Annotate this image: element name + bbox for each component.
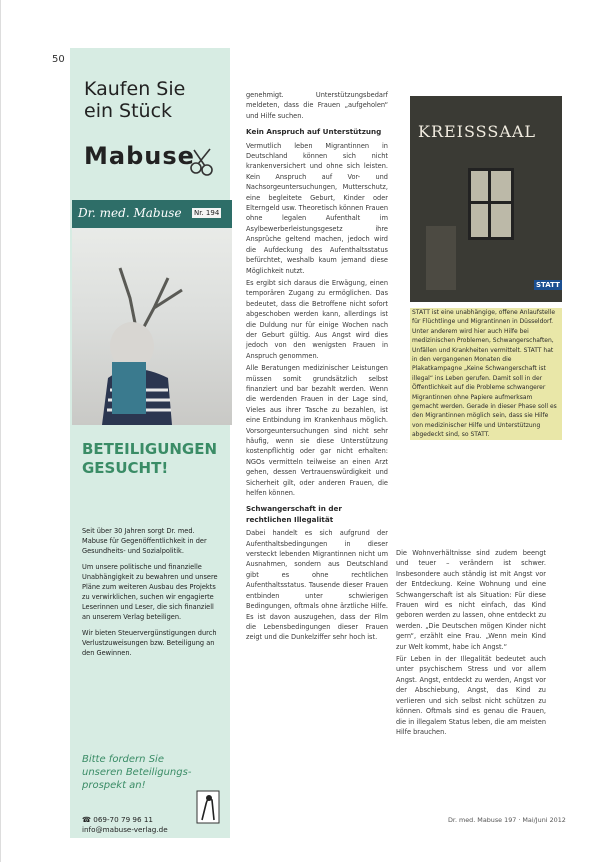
article-column-1 [246, 90, 388, 645]
headline-line-1: Kaufen Sie [84, 78, 186, 100]
poster-door [426, 226, 456, 290]
article-paragraph: Dabei handelt es sich aufgrund der Aufenthaltsbedingungen in dieser versteckt lebenden Migrantinnen nicht um Ausnahmen, sondern aus Deutschland gibt es ohne rechtlichen Aufenthaltsstatus. Tausende dieser Frauen entbinden unter schwierigen Bedingungen, oftmals ohne ärztliche Hilfe. Es ist davon auszugehen, dass der Film die Lebensbedingungen dieser Frauen zeigt und die Dunkelziffer sehr hoch ist. [246, 529, 388, 642]
photo-caption [410, 308, 562, 440]
magazine-photo [72, 228, 232, 425]
cta-line-1: Bitte fordern Sie [82, 754, 164, 765]
article-subheading: Kein Anspruch auf Unterstützung [246, 127, 382, 137]
article-paragraph: genehmigt. Unterstützungsbedarf meldeten, dass die Frauen „aufgeholen“ und Hilfe suchen. [246, 91, 388, 120]
sidebar-heading [82, 440, 217, 478]
magazine-inset [112, 362, 146, 414]
magazine-issue: Nr. 194 [194, 209, 220, 217]
page-footer: Dr. med. Mabuse 197 · Mai/Juni 2012 [448, 816, 566, 824]
article-paragraph: Es ergibt sich daraus die Erwägung, einen temporären Zugang zu ermöglichen. Das bedeutet, dass die Betroffene nicht sofort abgeschoben werden kann, allerdings ist die Duldung nur für einige Wochen nach der Geburt gültig. Aus Angst wird dies jedoch von den wenigsten Frauen in Anspruch genommen. [246, 278, 388, 360]
poster-window [468, 168, 514, 240]
headline-line-2: ein Stück [84, 100, 173, 122]
sidebar-call-to-action [82, 753, 191, 792]
sidebar-text [82, 526, 222, 664]
brand-wordmark: Mabuse [84, 142, 195, 170]
email-address[interactable]: info@mabuse-verlag.de [82, 825, 168, 834]
sidebar-paragraph: Wir bieten Steuervergünstigungen durch Verlustzuweisungen bzw. Beteiligung an den Gewinnen. [82, 629, 217, 657]
contact-block [82, 815, 168, 835]
tree-and-person-illustration [72, 228, 232, 425]
article-column-2 [396, 548, 546, 739]
article-paragraph: Für Leben in der Illegalität bedeutet auch unter psychischem Stress und vor allem Angst. Angst, entdeckt zu werden, Angst vor der Abschiebung, Angst, das Kind zu verlieren und sich selbst nicht schützen zu können. Oftmals sind es genau die Frauen, die in illegalem Status leben, die am meisten Hilfe brauchen. [396, 655, 546, 736]
publisher-logo-icon [196, 790, 220, 824]
poster-logo: STATT [536, 281, 560, 289]
page-number: 50 [52, 54, 65, 65]
sidebar-paragraph: Seit über 30 Jahren sorgt Dr. med. Mabuse für Gegenöffentlichkeit in der Gesundheits- und Sozialpolitik. [82, 527, 207, 555]
sidebar-paragraph: Um unsere politische und finanzielle Unabhängigkeit zu bewahren und unsere Pläne zum weiteren Ausbau des Projekts zu verwirklichen, suchen wir engagierte Leserinnen und Leser, die sich finanziell an unserem Verlag beteiligen. [82, 563, 218, 621]
film-poster-photo [410, 96, 562, 302]
poster-title: KREISSSAAL [418, 122, 537, 141]
article-paragraph: Alle Beratungen medizinischer Leistungen müssen somit grundsätzlich selbst finanziert und bar bezahlt werden. Wenn die werdenden Frauen in der Lage sind, Vieles aus ihrer Tasche zu bezahlen, ist eine Entbindung im Krankenhaus möglich. Vorsorgeuntersuchungen sind nicht sehr häufig, wenn sie diese Unterstützung kostenpflichtig oder gar nicht erhalten: NGOs vermitteln teilweise an einen Arzt gehen, dessen Vertrauenswürdigkeit und Sicherheit gilt, oder anderen Frauen, die helfen können. [246, 364, 388, 498]
sidebar-headline [84, 78, 185, 122]
scissors-icon [188, 146, 216, 176]
phone-value: 069-70 79 96 11 [93, 815, 153, 824]
caption-text: STATT ist eine unabhängige, offene Anlaufstelle für Flüchtlinge und Migrantinnen in Düsseldorf. Unter anderem wird hier auch Hilfe bei medizinischen Problemen, Schwangerschaften, Unfällen und Krankheiten vermittelt. STATT hat in den vergangenen Monaten die Plakatkampagne „Keine Schwangerschaft ist illegal“ ins Leben gerufen. Damit soll in der Öffentlichkeit auf die Probleme schwangerer Migrantinnen ohne Papiere aufmerksam gemacht werden. Gerade in dieser Phase soll es den Migrantinnen möglich sein, dass sie Hilfe von medizinischer Hilfe und Unterstützung abgedeckt sind, so STATT. [412, 309, 557, 439]
heading-line-1: BETEILIGUNGEN [82, 440, 218, 458]
article-paragraph: Vermutlich leben Migrantinnen in Deutschland können sich nicht krankenversichert und ohne sich leisten. Kein Anspruch auf Vor- und Nachsorgeuntersuchungen, Mutterschutz, eine begleitete Geburt, Kinder oder Elterngeld usw. Theoretisch können Frauen ohne legalen Aufenthalt im Asylbewerberleistungsgesetz ihre Ansprüche geltend machen, jedoch wird die Aufdeckung des Aufenthaltsstatus befürchtet, weshalb kaum jemand diese Möglichkeit nutzt. [246, 141, 388, 275]
magazine-title: Dr. med. Mabuse [78, 206, 182, 220]
cta-line-3: prospekt an! [82, 780, 146, 791]
article-paragraph: Die Wohnverhältnisse sind zudem beengt und teuer – verändern ist schwer. Insbesondere auch ständig ist mit Angst vor der Entdeckung. Keine Wohnung und eine Schwangerschaft ist als Situation: Für diese Frauen wird es nicht einfach, das Kind geboren werden zu lassen, ohne entdeckt zu werden. „Die Deutschen mögen Kinder nicht gern“, erzählt eine Frau. „Wenn mein Kind zur Welt kommt, habe ich Angst.“ [396, 549, 546, 651]
cta-line-2: unseren Beteiligungs- [82, 767, 192, 778]
heading-line-2: GESUCHT! [82, 459, 169, 477]
magazine-cover [72, 200, 232, 425]
phone-number: ☎ 069-70 79 96 11 [82, 815, 153, 824]
article-subheading: Schwangerschaft in der rechtlichen Illegalität [246, 504, 342, 524]
